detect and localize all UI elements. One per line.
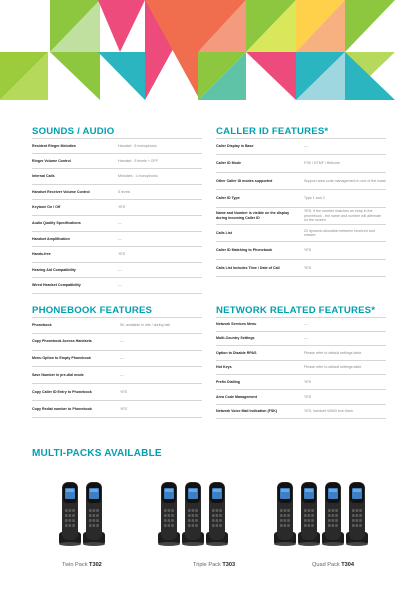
spec-label: Keytone On / Off <box>32 205 61 210</box>
spec-row <box>32 367 202 384</box>
triple-pack-label: Triple Pack <box>193 562 223 568</box>
spec-row <box>32 216 202 232</box>
spec-label: Caller ID Type <box>216 196 240 201</box>
spec-value: — <box>118 267 122 272</box>
spec-value: 20 dynamic allocation between received and missed <box>304 228 375 238</box>
spec-row <box>32 334 202 351</box>
twin-pack-phones-image <box>56 478 116 548</box>
spec-label: Copy Phonebook Across Handsets <box>32 339 92 344</box>
spec-label: Prefix Dialling <box>216 379 240 384</box>
spec-label: Option to Disable RPAS <box>216 350 257 355</box>
spec-row <box>216 242 386 259</box>
spec-value: Support area code management in one of the mask <box>304 178 386 183</box>
spec-value: YES <box>120 406 128 411</box>
spec-row <box>32 169 202 185</box>
spec-value: YES <box>304 248 312 253</box>
twin-pack-model: T302 <box>89 562 102 568</box>
twin-pack <box>56 478 116 548</box>
spec-label: Caller Display in Base <box>216 144 254 149</box>
spec-label: Name and Number is visible on the display during incoming Caller ID <box>216 211 290 220</box>
spec-label: Handset Amplification <box>32 236 70 241</box>
spec-label: Caller ID Matching to Phonebook <box>216 248 273 253</box>
spec-value: YES, if the number matches an entry in the phonebook - the name and number will alternate on the screen <box>304 209 382 222</box>
phone-handset-icon <box>59 482 81 546</box>
spec-value: 5 levels <box>118 189 131 194</box>
spec-value: — <box>120 339 124 344</box>
spec-row <box>32 138 202 154</box>
spec-value: Please refer to default settings table <box>304 350 362 355</box>
phone-handset-icon <box>274 482 296 546</box>
spec-value: Handset : 5 levels + OFF <box>118 158 158 163</box>
spec-label: Internal Calls <box>32 174 55 179</box>
spec-label: Wired Headset Compatibility <box>32 283 81 288</box>
spec-row <box>216 332 386 347</box>
spec-value: 50, available in idle / during talk <box>120 323 171 328</box>
triple-pack-caption <box>193 562 235 568</box>
spec-row <box>216 317 386 332</box>
spec-row <box>216 375 386 390</box>
spec-row <box>32 401 202 418</box>
section-title-callerid: CALLER ID FEATURES* <box>216 126 329 137</box>
spec-row <box>32 154 202 170</box>
spec-row <box>32 185 202 201</box>
spec-row <box>216 208 386 225</box>
spec-value: — <box>118 221 122 226</box>
phone-handset-icon <box>322 482 344 546</box>
spec-value: Melodies : 1 monophonic <box>118 174 158 179</box>
spec-value: YES <box>118 252 126 257</box>
quad-pack-phones-image <box>271 478 385 548</box>
spec-row <box>32 278 202 294</box>
sounds-table <box>32 138 202 294</box>
spec-value: YES, handset VMWI icon flash <box>304 409 353 414</box>
spec-row <box>32 200 202 216</box>
spec-value: — <box>118 236 122 241</box>
spec-value: YES <box>304 394 312 399</box>
spec-label: Handset Receiver Volume Control <box>32 189 90 194</box>
spec-value: — <box>304 322 308 327</box>
spec-label: Hands-free <box>32 252 51 257</box>
section-title-phonebook: PHONEBOOK FEATURES <box>32 305 153 316</box>
spec-value: — <box>120 373 124 378</box>
quad-pack-caption <box>312 562 354 568</box>
spec-label: Hot Keys <box>216 365 232 370</box>
spec-label: Copy Redial number to Phonebook <box>32 406 92 411</box>
spec-row <box>32 317 202 334</box>
spec-row <box>216 173 386 190</box>
spec-label: Area Code Management <box>216 394 257 399</box>
spec-row <box>32 232 202 248</box>
spec-row <box>32 384 202 401</box>
spec-row <box>216 346 386 361</box>
phone-handset-icon <box>83 482 105 546</box>
spec-row <box>32 351 202 368</box>
spec-label: Copy Caller ID Entry to Phonebook <box>32 389 92 394</box>
spec-label: Network Services Menu <box>216 322 257 327</box>
spec-value: Please refer to default settings table <box>304 365 362 370</box>
twin-pack-label: Twin Pack <box>62 562 90 568</box>
quad-pack-model: T304 <box>341 562 354 568</box>
triple-pack-model: T303 <box>222 562 236 568</box>
spec-value: YES <box>304 379 312 384</box>
spec-label: Hearing Aid Compatibility <box>32 267 76 272</box>
spec-value: — <box>120 356 124 361</box>
spec-value: — <box>304 336 308 341</box>
spec-value: YES <box>304 265 312 270</box>
spec-row <box>216 390 386 405</box>
spec-value: YES <box>118 205 126 210</box>
triple-pack-phones-image <box>155 478 245 548</box>
section-title-packs: MULTI-PACKS AVAILABLE <box>32 448 162 459</box>
twin-pack-caption <box>62 562 102 568</box>
spec-value: — <box>118 283 122 288</box>
callerid-table <box>216 138 386 277</box>
spec-label: Calls List Includes Time / Date of Call <box>216 265 280 270</box>
spec-row <box>216 361 386 376</box>
section-title-sounds: SOUNDS / AUDIO <box>32 126 115 137</box>
phone-handset-icon <box>158 482 180 546</box>
quad-pack <box>271 478 385 548</box>
spec-value: Type 1 and 2 <box>304 196 325 201</box>
spec-label: Caller ID Mode <box>216 161 241 166</box>
decorative-banner <box>0 0 416 100</box>
spec-row <box>216 260 386 277</box>
phone-handset-icon <box>298 482 320 546</box>
phone-handset-icon <box>346 482 368 546</box>
spec-row <box>216 190 386 207</box>
spec-label: Multi-Country Settings <box>216 336 255 341</box>
spec-row <box>216 405 386 420</box>
spec-value: FSK / DTMF / Bellcore <box>304 161 340 166</box>
spec-value: YES <box>120 389 128 394</box>
phone-handset-icon <box>182 482 204 546</box>
phonebook-table <box>32 317 202 418</box>
spec-label: Save Number in pre-dial mode <box>32 373 84 378</box>
spec-label: Network Voice Mail Indication (FSK) <box>216 409 278 414</box>
spec-row <box>216 225 386 242</box>
spec-row <box>216 155 386 172</box>
quad-pack-label: Quad Pack <box>312 562 342 568</box>
spec-value: Handset : 5 monophonic <box>118 143 157 148</box>
spec-row <box>32 263 202 279</box>
spec-label: Resident Ringer Melodies <box>32 143 76 148</box>
spec-value: — <box>304 144 308 149</box>
spec-label: Ringer Volume Control <box>32 158 71 163</box>
spec-label: Calls List <box>216 230 232 235</box>
network-table <box>216 317 386 419</box>
spec-label: Other Caller ID modes supported <box>216 178 273 183</box>
spec-label: Phonebook <box>32 323 52 328</box>
phone-handset-icon <box>206 482 228 546</box>
spec-label: Menu Option to Empty Phonebook <box>32 356 91 361</box>
section-title-network: NETWORK RELATED FEATURES* <box>216 305 376 316</box>
spec-row <box>32 247 202 263</box>
spec-label: Audio Quality Specifications <box>32 221 81 226</box>
spec-row <box>216 138 386 155</box>
triple-pack <box>155 478 245 548</box>
